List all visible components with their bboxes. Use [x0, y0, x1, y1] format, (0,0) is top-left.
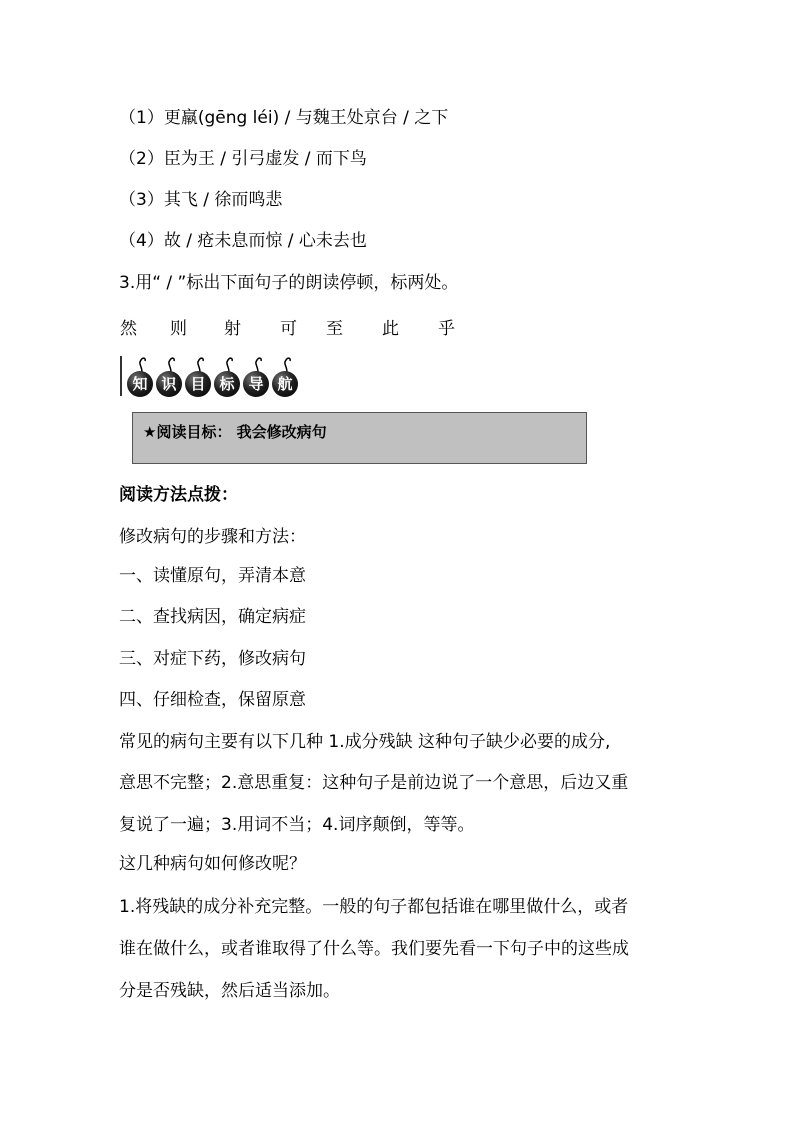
sentence-char: 可	[280, 319, 297, 339]
bomb-icon	[126, 354, 154, 398]
fix1-line: 1.将残缺的成分补充完整。一般的句子都包括谁在哪里做什么，或者	[119, 897, 629, 917]
banner-char: 导	[243, 371, 269, 397]
how-to-fix: 这几种病句如何修改呢？	[119, 854, 306, 874]
pause-item-2: （2）臣为王 / 引弓虚发 / 而下鸟	[119, 149, 367, 169]
pause-item-3: （3）其飞 / 徐而鸣悲	[119, 190, 283, 210]
question-3: 3.用“ / ”标出下面句子的朗读停顿，标两处。	[119, 273, 459, 293]
common-errors-line: 常见的病句主要有以下几种 1.成分残缺 这种句子缺少必要的成分,	[119, 732, 611, 752]
reading-goal-box	[132, 412, 587, 464]
common-errors-line: 意思不完整；2.意思重复：这种句子是前边说了一个意思，后边又重	[119, 773, 629, 793]
sentence-char: 此	[382, 319, 399, 339]
sentence-char: 则	[170, 319, 187, 339]
step-item: 一、读懂原句，弄清本意	[119, 566, 306, 586]
banner-char: 知	[127, 371, 153, 397]
steps-intro: 修改病句的步骤和方法：	[119, 527, 306, 547]
bomb-icon	[213, 354, 241, 398]
reading-goal-text: ★阅读目标： 我会修改病句	[143, 423, 327, 441]
sentence-char: 乎	[438, 319, 455, 339]
pause-item-1: （1）更羸(gēng léi) / 与魏王处京台 / 之下	[119, 108, 449, 128]
banner-char: 识	[156, 371, 182, 397]
bomb-icon	[242, 354, 270, 398]
common-errors-line: 复说了一遍；3.用词不当；4.词序颠倒，等等。	[119, 815, 475, 835]
sentence-characters	[0, 314, 794, 340]
banner-divider	[120, 356, 122, 396]
step-item: 三、对症下药，修改病句	[119, 649, 306, 669]
bomb-icon	[184, 354, 212, 398]
step-item: 四、仔细检查，保留原意	[119, 690, 306, 710]
banner-char: 标	[214, 371, 240, 397]
step-item: 二、查找病因，确定病症	[119, 607, 306, 627]
fix1-line: 谁在做什么，或者谁取得了什么等。我们要先看一下句子中的这些成	[119, 939, 629, 959]
sentence-char: 射	[224, 319, 241, 339]
banner-char: 目	[185, 371, 211, 397]
method-heading: 阅读方法点拨：	[119, 485, 238, 505]
pause-item-4: （4）故 / 疮未息而惊 / 心未去也	[119, 231, 367, 251]
bomb-icon	[155, 354, 183, 398]
sentence-char: 至	[326, 319, 343, 339]
banner-char: 航	[272, 371, 298, 397]
bomb-icon	[271, 354, 299, 398]
sentence-char: 然	[120, 319, 137, 339]
knowledge-goal-banner	[126, 354, 299, 398]
fix1-line: 分是否残缺，然后适当添加。	[119, 981, 340, 1001]
